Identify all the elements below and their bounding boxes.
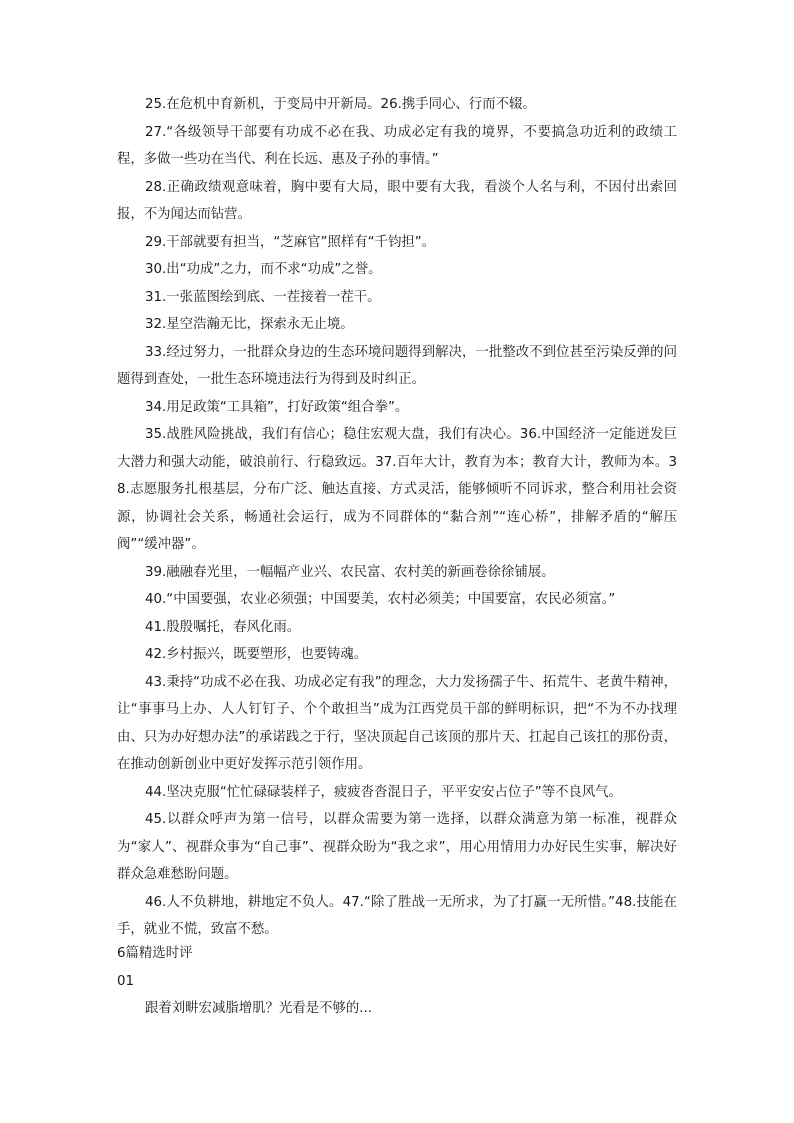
document-page	[117, 91, 677, 944]
paragraph-46-48: 46.人不负耕地，耕地定不负人。47.“除了胜战一无所求，为了打赢一无所惜。”48.技能在手，就业不慌，致富不愁。	[117, 894, 677, 937]
paragraph-33: 33.经过努力，一批群众身边的生态环境问题得到解决，一批整改不到位甚至污染反弹的问题得到查处，一批生态环境违法行为得到及时纠正。	[117, 344, 677, 387]
paragraph-44: 44.坚决克服“忙忙碌碌装样子，疲疲沓沓混日子，平平安安占位子”等不良风气。	[145, 784, 623, 800]
paragraph-31: 31.一张蓝图绘到底、一茬接着一茬干。	[145, 289, 381, 305]
paragraph-28: 28.正确政绩观意味着，胸中要有大局，眼中要有大我，看淡个人名与利，不因付出索回报，不为闻达而钻营。	[117, 179, 677, 222]
section-heading: 6篇精选时评	[117, 946, 193, 961]
paragraph-42: 42.乡村振兴，既要塑形，也要铸魂。	[145, 647, 368, 662]
paragraph-25-26: 25.在危机中育新机，于变局中开新局。26.携手同心、行而不辍。	[145, 97, 536, 112]
paragraph-35-38: 35.战胜风险挑战，我们有信心；稳住宏观大盘，我们有决心。36.中国经济一定能迸发巨大潜力和强大动能，破浪前行、行稳致远。37.百年大计，教育为本；教育大计，教师为本。38.志愿服务扎根基层，分布广泛、触达直接、方式灵活，能够倾听不同诉求，整合利用社会资源，协调社会关系，畅通社会运行，成为不同群体的“黏合剂”“连心桥”，排解矛盾的“解压阀”“缓冲器”。	[117, 427, 677, 552]
paragraph-30: 30.出“功成”之力，而不求“功成”之誉。	[145, 262, 382, 277]
paragraph-32: 32.星空浩瀚无比，探索永无止境。	[145, 317, 354, 332]
paragraph-39: 39.融融春光里，一幅幅产业兴、农民富、农村美的新画卷徐徐铺展。	[145, 564, 555, 580]
paragraph-29: 29.干部就要有担当，“芝麻官”照样有“千钧担”。	[145, 234, 436, 250]
paragraph-41: 41.殷殷嘱托，春风化雨。	[145, 619, 301, 635]
section-block	[117, 940, 677, 1023]
paragraph-40: 40.“中国要强，农业必须强；中国要美，农村必须美；中国要富，农民必须富。”	[145, 592, 616, 607]
paragraph-45: 45.以群众呼声为第一信号，以群众需要为第一选择，以群众满意为第一标准，视群众为“家人”、视群众事为“自己事”、视群众盼为“我之求”，用心用情用力办好民生实事，解决好群众急难愁盼问题。	[117, 812, 677, 882]
intro-line: 跟着刘畊宏减脂增肌？光看是不够的...	[145, 1001, 373, 1016]
paragraph-34: 34.用足政策“工具箱”，打好政策“组合拳”。	[145, 399, 409, 415]
section-number: 01	[117, 973, 135, 989]
paragraph-27: 27.“各级领导干部要有功成不必在我、功成必定有我的境界，不要搞急功近利的政绩工程，多做一些功在当代、利在长远、惠及子孙的事情。”	[117, 124, 677, 167]
paragraph-43: 43.秉持“功成不必在我、功成必定有我”的理念，大力发扬孺子牛、拓荒牛、老黄牛精神，让“事事马上办、人人钉钉子、个个敢担当”成为江西党员干部的鲜明标识，把“不为不办找理由、只为办好想办法”的承诺践之于行，坚决顶起自己该顶的那片天、扛起自己该扛的那份责，在推动创新创业中更好发挥示范引领作用。	[117, 674, 677, 772]
